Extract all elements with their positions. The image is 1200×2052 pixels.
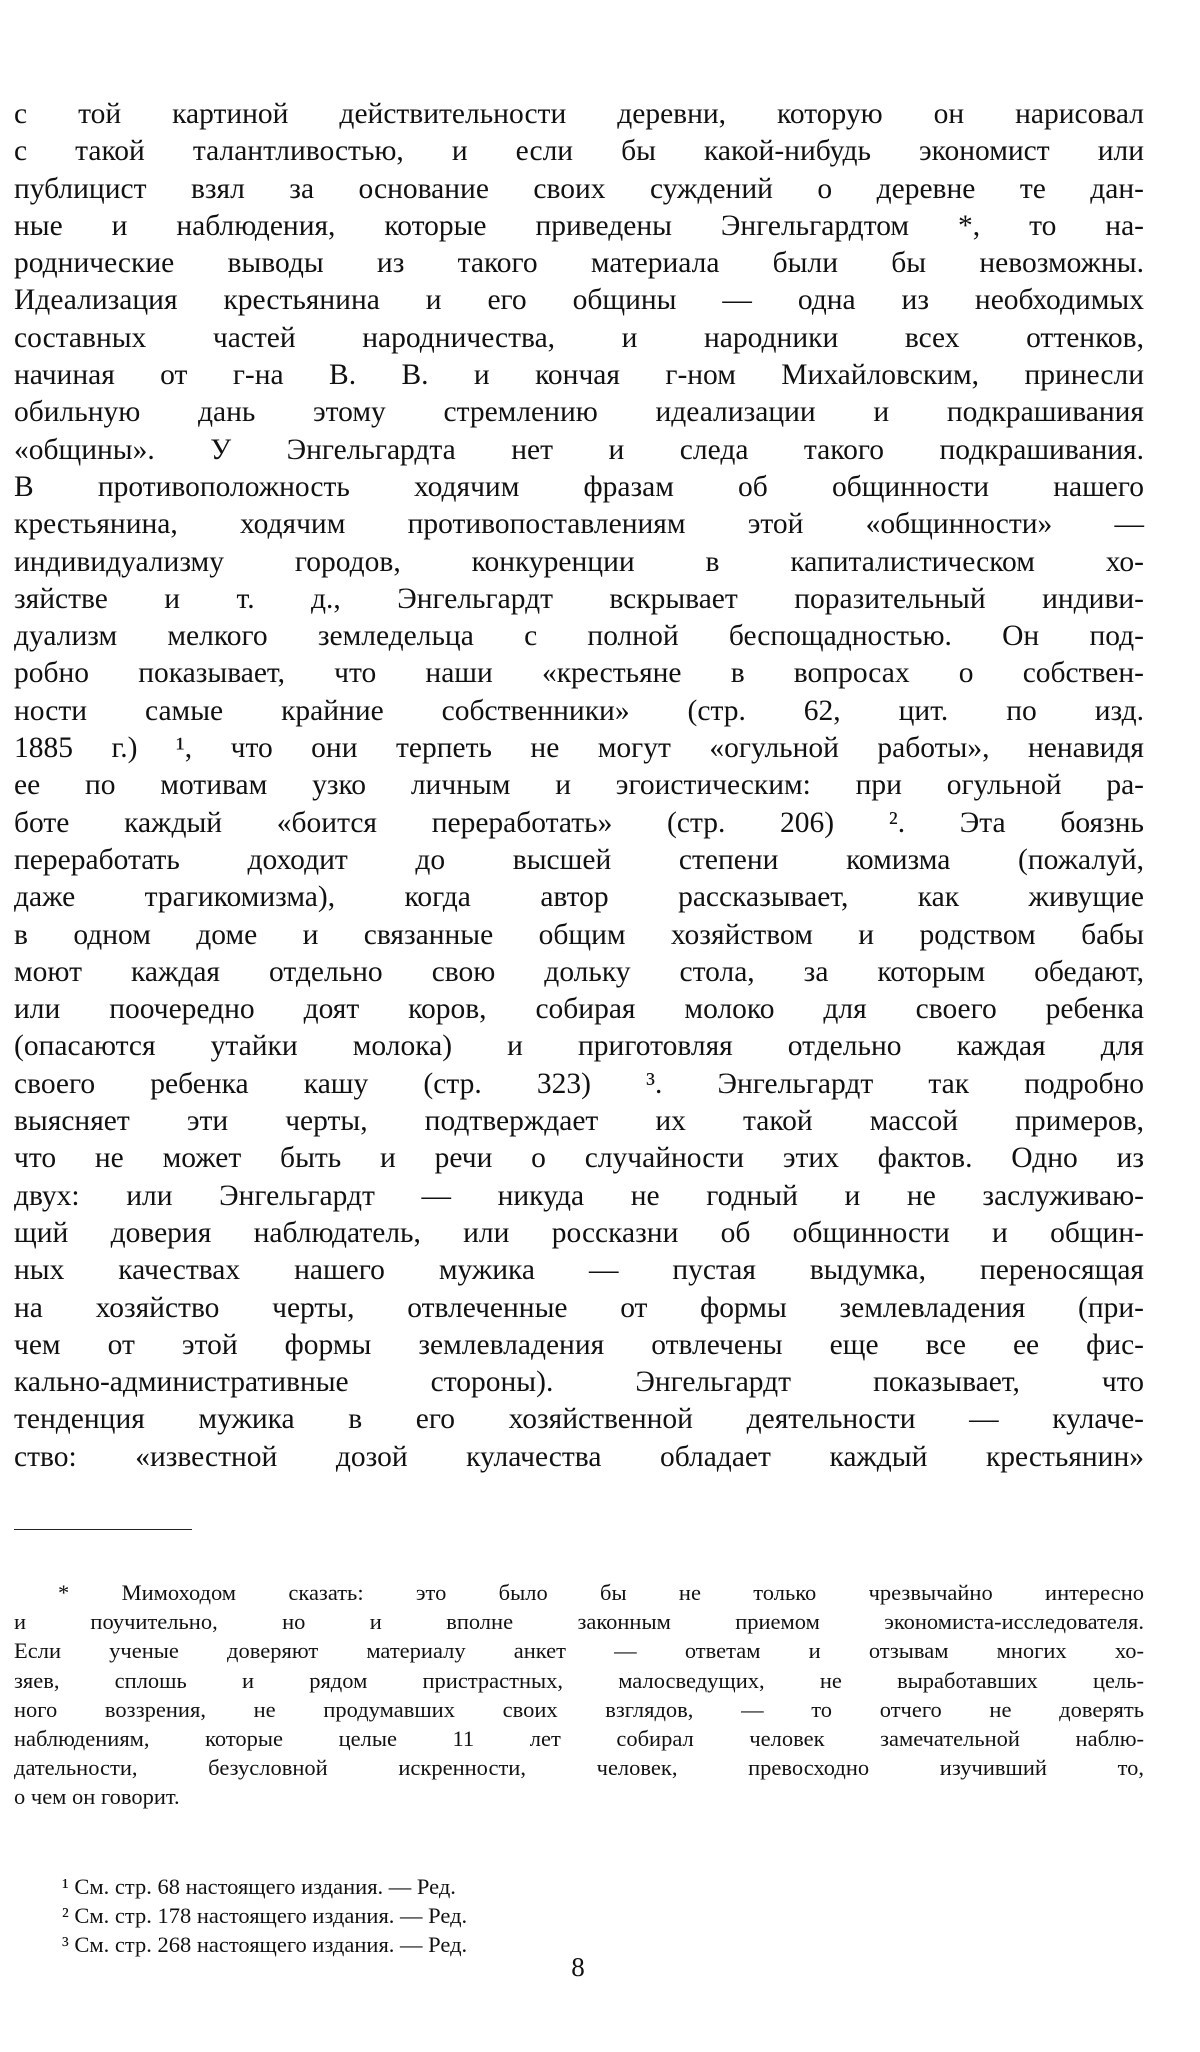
footnote-line: * Мимоходом сказать: это было бы не только чрезвычайно интересно (58, 1580, 1144, 1605)
text-line: публицист взял за основание своих суждений о деревне те дан- (14, 172, 1144, 205)
text-line: Идеализация крестьянина и его общины — одна из необходимых (14, 284, 1144, 317)
footnote-line: о чем он говорит. (14, 1784, 180, 1810)
text-line: обильную дань этому стремлению идеализации и подкрашивания (14, 396, 1144, 429)
text-line: тенденция мужика в его хозяйственной деятельности — кулаче- (14, 1403, 1144, 1436)
text-line: чем от этой формы землевладения отвлечены еще все ее фис- (14, 1328, 1144, 1361)
text-line: ство: «известной дозой кулачества обладает каждый крестьянин» (14, 1440, 1144, 1473)
text-line: начиная от г-на В. В. и кончая г-ном Михайловским, принесли (14, 359, 1144, 392)
footnote-line: зяев, сплошь и рядом пристрастных, малосведущих, не выработавших цель- (14, 1667, 1144, 1693)
page-number: 8 (571, 1952, 585, 1982)
footnote-divider (14, 1529, 192, 1530)
reference-line: ¹ См. стр. 68 настоящего издания. — Ред. (62, 1874, 456, 1899)
text-line: даже трагикомизма), когда автор рассказывает, как живущие (14, 881, 1144, 914)
text-line: ные и наблюдения, которые приведены Энгельгардтом *, то на- (14, 209, 1144, 242)
footnote-line: дательности, безусловной искренности, человек, превосходно изучивший то, (14, 1755, 1144, 1781)
reference-line: ³ См. стр. 268 настоящего издания. — Ред. (62, 1932, 468, 1958)
text-line: на хозяйство черты, отвлеченные от формы землевладения (при- (14, 1291, 1144, 1324)
text-line: В противоположность ходячим фразам об общинности нашего (14, 470, 1144, 503)
text-line: «общины». У Энгельгардта нет и следа такого подкрашивания. (14, 433, 1144, 466)
text-line: ных качествах нашего мужика — пустая выдумка, переносящая (14, 1254, 1144, 1287)
text-line: переработать доходит до высшей степени комизма (пожалуй, (14, 843, 1144, 876)
text-line: крестьянина, ходячим противопоставлениям этой «общинности» — (14, 508, 1144, 541)
text-line: составных частей народничества, и народники всех оттенков, (14, 321, 1144, 354)
text-line: в одном доме и связанные общим хозяйством и родством бабы (14, 918, 1144, 951)
text-line: двух: или Энгельгардт — никуда не годный и не заслуживаю- (14, 1179, 1144, 1212)
text-line: (опасаются утайки молока) и приготовляя отдельно каждая для (14, 1030, 1144, 1063)
text-line: индивидуализму городов, конкуренции в капиталистическом хо- (14, 545, 1144, 578)
text-line: своего ребенка кашу (стр. 323) ³. Энгельгардт так подробно (14, 1067, 1144, 1100)
text-line: 1885 г.) ¹, что они терпеть не могут «огульной работы», ненавидя (14, 732, 1144, 765)
text-line: выясняет эти черты, подтверждает их такой массой примеров, (14, 1105, 1144, 1138)
text-line: боте каждый «боится переработать» (стр. 206) ². Эта боязнь (14, 806, 1144, 839)
text-line: моют каждая отдельно свою дольку стола, за которым обедают, (14, 955, 1144, 988)
editor-references (62, 1872, 467, 1960)
reference-line: ² См. стр. 178 настоящего издания. — Ред. (62, 1903, 468, 1929)
text-line: что не может быть и речи о случайности этих фактов. Одно из (14, 1142, 1144, 1175)
main-body-text (14, 96, 1144, 1476)
text-line: с той картиной действительности деревни, которую он нарисовал (14, 98, 1144, 130)
text-line: щий доверия наблюдатель, или россказни об общинности и общин- (14, 1216, 1144, 1249)
text-line: ее по мотивам узко личным и эгоистическим: при огульной ра- (14, 769, 1144, 802)
footnote-line: и поучительно, но и вполне законным приемом экономиста-исследователя. (14, 1609, 1144, 1635)
text-line: или поочередно доят коров, собирая молоко для своего ребенка (14, 993, 1144, 1026)
text-line: дуализм мелкого земледельца с полной беспощадностью. Он под- (14, 620, 1144, 653)
text-line: робно показывает, что наши «крестьяне в вопросах о собствен- (14, 657, 1144, 690)
footnote-line: Если ученые доверяют материалу анкет — ответам и отзывам многих хо- (14, 1638, 1144, 1664)
footnote-line: наблюдениям, которые целые 11 лет собирал человек замечательной наблю- (14, 1726, 1144, 1752)
footnote-line: ного воззрения, не продумавших своих взглядов, — то отчего не доверять (14, 1696, 1144, 1722)
text-line: ности самые крайние собственники» (стр. 62, цит. по изд. (14, 694, 1144, 727)
text-line: роднические выводы из такого материала были бы невозможны. (14, 247, 1144, 280)
text-line: зяйстве и т. д., Энгельгардт вскрывает поразительный индиви- (14, 582, 1144, 615)
text-line: кально-административные стороны). Энгельгардт показывает, что (14, 1366, 1144, 1399)
text-line: с такой талантливостью, и если бы какой-нибудь экономист или (14, 135, 1144, 168)
footnote (14, 1578, 1144, 1812)
